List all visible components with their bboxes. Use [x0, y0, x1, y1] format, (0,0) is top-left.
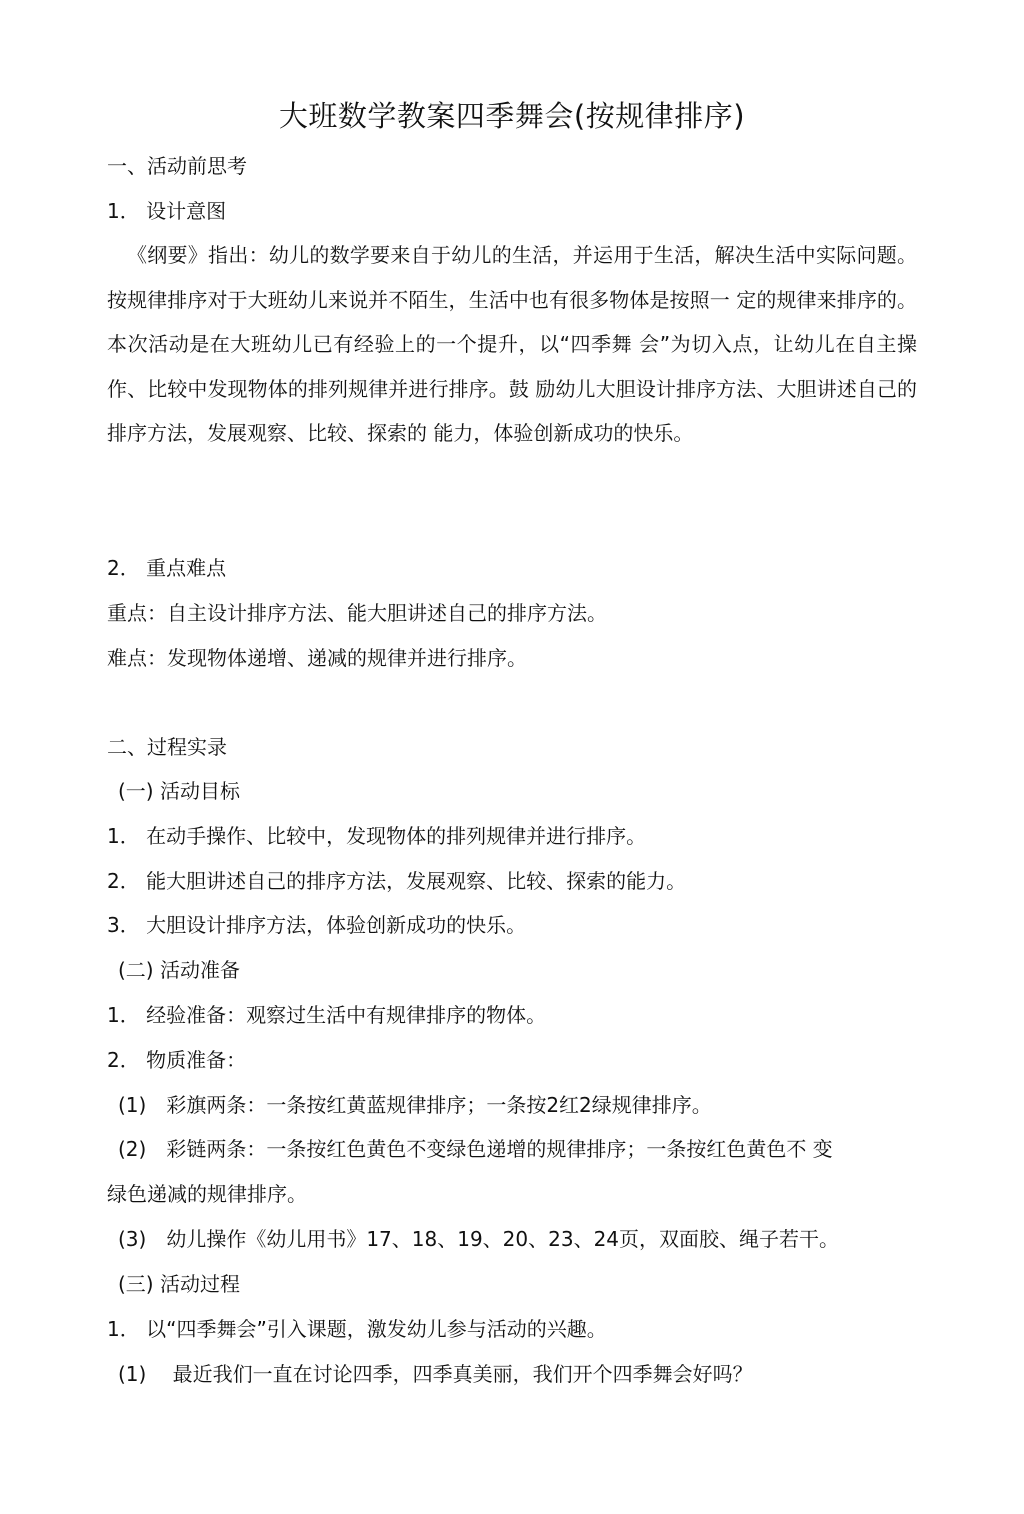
key-point-text: 重点：自主设计排序方法、能大胆讲述自己的排序方法。 [107, 601, 607, 625]
subheading-design-intent: 1． 设计意图 [107, 199, 227, 223]
preparation-experience: 1． 经验准备：观察过生活中有规律排序的物体。 [107, 1003, 547, 1027]
material-item: (1) 彩旗两条：一条按红黄蓝规律排序；一条按2红2绿规律排序。 [118, 1093, 712, 1117]
design-intent-paragraph: 《纲要》指出：幼儿的数学要来自于幼儿的生活，并运用于生活，解决生活中实际问题。按规律排序对于大班幼儿来说并不陌生，生活中也有很多物体是按照一 定的规律来排序的。本次活动是在大班幼儿已有经验上的一个提升，以“四季舞 会”为切入点，让幼儿在自主操作、比较中发现物体的排列规律并进行排序。鼓 励幼儿大胆设计排序方法、大胆讲述自己的排序方法，发展观察、比较、探索的 能力，体验创新成功的快乐。 [107, 243, 917, 446]
section-heading-process-record: 二、过程实录 [107, 735, 227, 759]
material-item-continuation: 绿色递减的规律排序。 [107, 1182, 307, 1206]
process-substep: (1) 最近我们一直在讨论四季，四季真美丽，我们开个四季舞会好吗？ [118, 1362, 753, 1386]
process-step: 1． 以“四季舞会”引入课题，激发幼儿参与活动的兴趣。 [107, 1317, 607, 1341]
subheading-activity-process: (三) 活动过程 [118, 1272, 240, 1296]
goal-item: 2． 能大胆讲述自己的排序方法，发展观察、比较、探索的能力。 [107, 869, 687, 893]
material-item: (2) 彩链两条：一条按红色黄色不变绿色递增的规律排序；一条按红色黄色不 变 [118, 1137, 833, 1161]
goal-item: 3． 大胆设计排序方法，体验创新成功的快乐。 [107, 913, 527, 937]
preparation-material: 2． 物质准备： [107, 1048, 247, 1072]
section-heading-preparation-thinking: 一、活动前思考 [107, 154, 247, 178]
difficulty-text: 难点：发现物体递增、递减的规律并进行排序。 [107, 646, 527, 670]
material-item: (3) 幼儿操作《幼儿用书》17、18、19、20、23、24页，双面胶、绳子若干。 [118, 1227, 840, 1251]
subheading-activity-preparation: (二) 活动准备 [118, 958, 240, 982]
subheading-key-points: 2． 重点难点 [107, 556, 227, 580]
document-title: 大班数学教案四季舞会(按规律排序) [278, 99, 746, 133]
subheading-activity-goals: (一) 活动目标 [118, 779, 240, 803]
goal-item: 1． 在动手操作、比较中，发现物体的排列规律并进行排序。 [107, 824, 647, 848]
